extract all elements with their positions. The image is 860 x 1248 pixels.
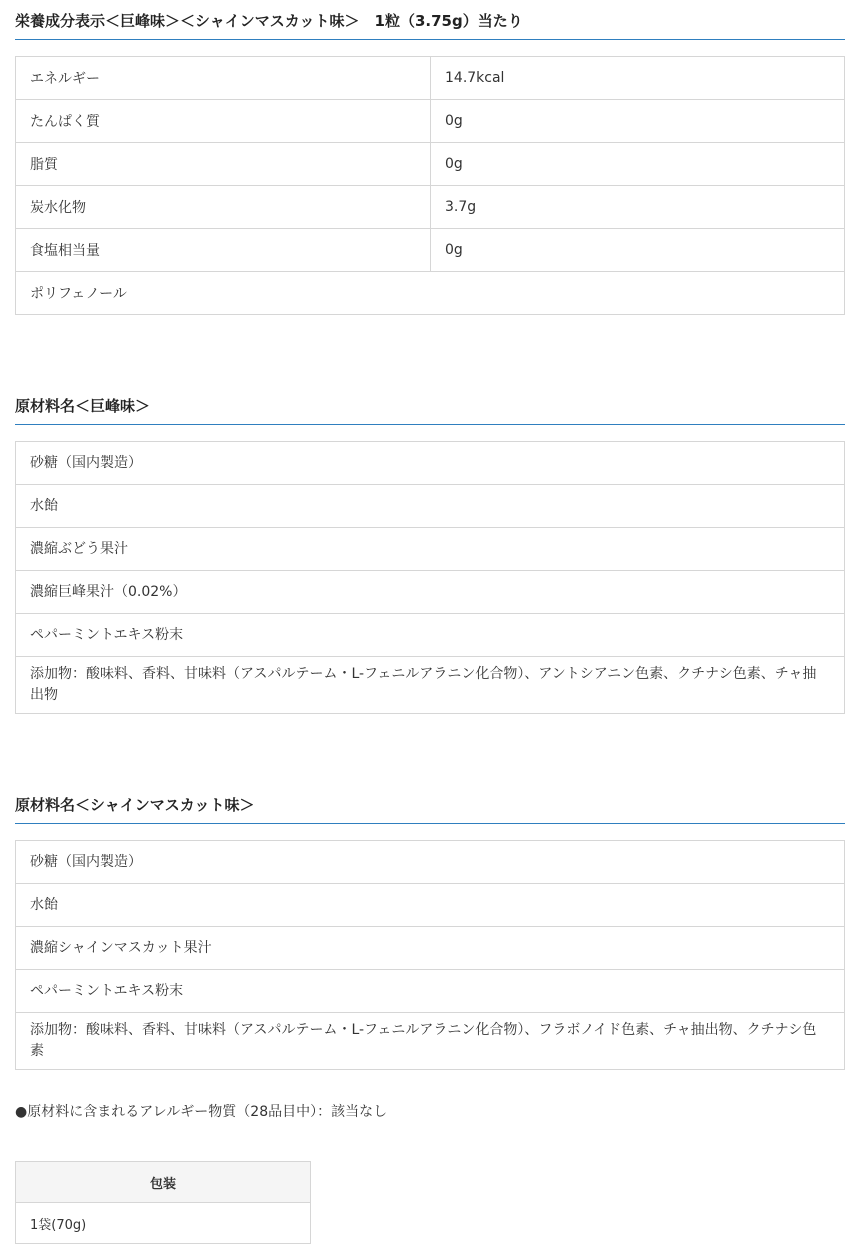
ingredient-item: 濃縮ぶどう果汁	[16, 528, 845, 571]
ingredients-kyoho-title: 原材料名＜巨峰味＞	[15, 385, 845, 425]
table-row	[16, 57, 845, 100]
nutrition-table	[15, 56, 845, 315]
ingredient-item: 水飴	[16, 884, 845, 927]
table-row	[16, 528, 845, 571]
package-value: 1袋(70g)	[16, 1203, 311, 1244]
ingredient-item: ペパーミントエキス粉末	[16, 614, 845, 657]
table-row	[16, 1162, 311, 1203]
nutrition-label: 脂質	[16, 143, 431, 186]
table-row	[16, 614, 845, 657]
table-row	[16, 272, 845, 315]
ingredient-item: 添加物：酸味料、香料、甘味料（アスパルテーム・L-フェニルアラニン化合物）、アントシアニン色素、クチナシ色素、チャ抽出物	[16, 657, 845, 714]
ingredient-item: 濃縮巨峰果汁（0.02%）	[16, 571, 845, 614]
ingredient-item: 砂糖（国内製造）	[16, 841, 845, 884]
nutrition-label: 食塩相当量	[16, 229, 431, 272]
ingredients-muscat-table	[15, 840, 845, 1070]
table-row	[16, 571, 845, 614]
ingredients-muscat-title: 原材料名＜シャインマスカット味＞	[15, 784, 845, 824]
table-row	[16, 100, 845, 143]
nutrition-value: 14.7kcal	[431, 57, 845, 100]
table-row	[16, 1013, 845, 1070]
ingredient-item: 砂糖（国内製造）	[16, 442, 845, 485]
allergy-note: ●原材料に含まれるアレルギー物質（28品目中）：該当なし	[15, 1104, 388, 1120]
ingredient-item: 濃縮シャインマスカット果汁	[16, 927, 845, 970]
nutrition-value: 0g	[431, 229, 845, 272]
nutrition-value: 0g	[431, 143, 845, 186]
nutrition-label: ポリフェノール	[16, 272, 845, 315]
package-header: 包装	[16, 1162, 311, 1203]
table-row	[16, 485, 845, 528]
ingredients-kyoho-table	[15, 441, 845, 714]
table-row	[16, 841, 845, 884]
table-row	[16, 970, 845, 1013]
table-row	[16, 1203, 311, 1244]
ingredient-item: 水飴	[16, 485, 845, 528]
table-row	[16, 884, 845, 927]
table-row	[16, 927, 845, 970]
table-row	[16, 657, 845, 714]
package-table	[15, 1161, 311, 1244]
nutrition-title: 栄養成分表示＜巨峰味＞＜シャインマスカット味＞ 1粒（3.75g）当たり	[15, 0, 845, 40]
nutrition-label: たんぱく質	[16, 100, 431, 143]
ingredient-item: 添加物：酸味料、香料、甘味料（アスパルテーム・L-フェニルアラニン化合物）、フラボノイド色素、チャ抽出物、クチナシ色素	[16, 1013, 845, 1070]
table-row	[16, 186, 845, 229]
table-row	[16, 143, 845, 186]
ingredient-item: ペパーミントエキス粉末	[16, 970, 845, 1013]
nutrition-value: 0g	[431, 100, 845, 143]
nutrition-label: 炭水化物	[16, 186, 431, 229]
table-row	[16, 229, 845, 272]
nutrition-value: 3.7g	[431, 186, 845, 229]
nutrition-label: エネルギー	[16, 57, 431, 100]
table-row	[16, 442, 845, 485]
